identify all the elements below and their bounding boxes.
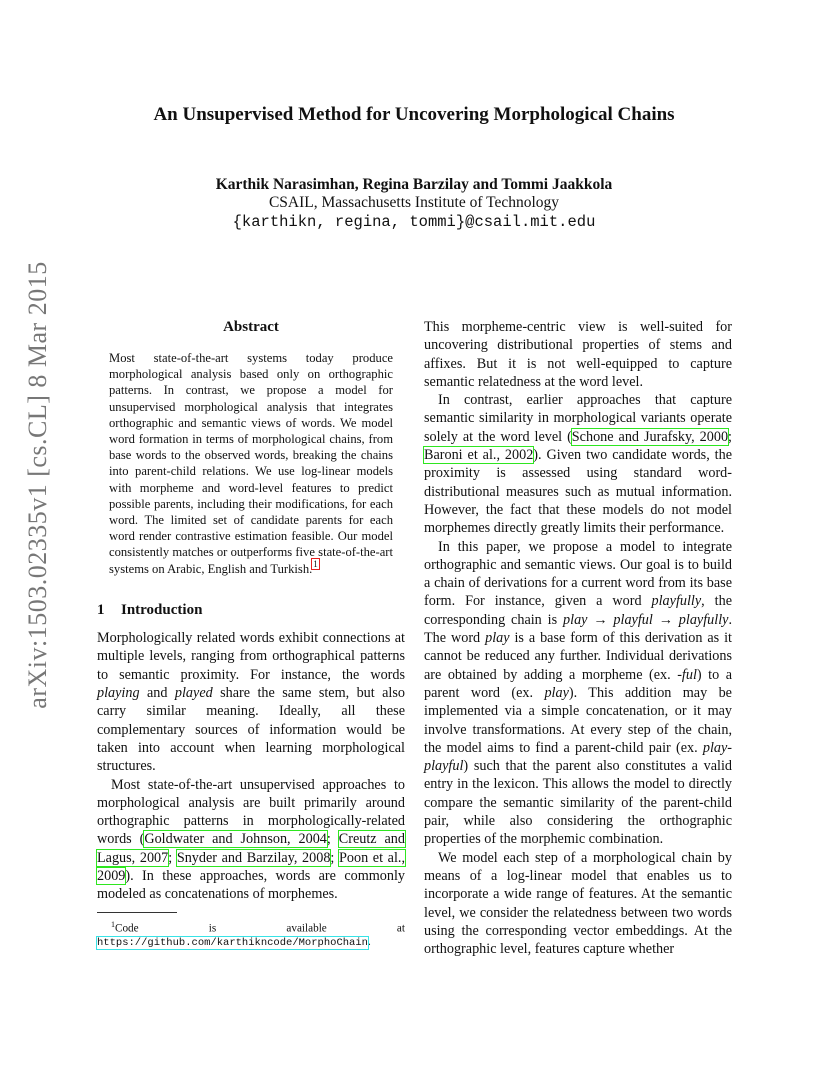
paper-title: An Unsupervised Method for Uncovering Morphological Chains bbox=[153, 104, 675, 125]
example-word: playing bbox=[97, 685, 140, 702]
text-run: is a base form of this derivation as it cannot be reduced any further. Individual derivations are obtained by adding a morpheme (ex. bbox=[424, 630, 733, 683]
text-run: ; bbox=[326, 831, 339, 848]
footnote-ref-link[interactable]: 1 bbox=[313, 559, 318, 570]
arxiv-identifier-text: arXiv:1503.02335v1 [cs.CL] 8 Mar 2015 bbox=[23, 261, 52, 709]
abstract-heading: Abstract bbox=[223, 319, 279, 335]
citation-link[interactable]: Creutz and Lagus, 2007 bbox=[97, 831, 405, 866]
right-paragraph-4: We model each step of a morphological chain by means of a log-linear model that enables us to incorporate a wide range of features. At the semantic level, we consider the relatedness between two words using the corresponding vector embeddings. At the orthographic level, features capture whether bbox=[424, 849, 732, 958]
text-run: ). This addition may be implemented via a simple concatenation, or it may involve transformations. At every step of the chain, the model aims to find a parent-child pair (ex. bbox=[424, 684, 732, 756]
text-run: share the same stem, but also carry similar meaning. Ideally, all these complementary sources of information would be taken into account when learning morphological structures. bbox=[97, 685, 405, 775]
text-run: ). In these approaches, words are commonly modeled as concatenations of morphemes. bbox=[97, 868, 405, 903]
text-run: Most state-of-the-art unsupervised approaches to morphological analysis are built primarily around orthographic patterns in morphologically-related words ( bbox=[97, 776, 405, 848]
text-run: ) such that the parent also constitutes a valid entry in the lexicon. This allows the model to directly compare the semantic similarity of the parent-child pair, while also considering the orthographic properties of the morphemic combination. bbox=[424, 758, 732, 848]
text-run: ; bbox=[330, 849, 339, 866]
section-title: Introduction bbox=[121, 601, 203, 618]
example-morpheme: -ful bbox=[677, 666, 697, 683]
left-column bbox=[97, 318, 405, 950]
section-number: 1 bbox=[97, 601, 105, 618]
footnote bbox=[97, 918, 405, 951]
right-paragraph-1: This morpheme-centric view is well-suited for uncovering distributional properties of stems and affixes. But it is not well-equipped to capture semantic relatedness at the word level. bbox=[424, 319, 732, 390]
right-paragraph-3 bbox=[424, 538, 732, 849]
arxiv-identifier bbox=[16, 261, 60, 709]
example-pair: play-playful bbox=[424, 739, 732, 775]
text-run: . The word bbox=[424, 611, 732, 647]
footnote-divider bbox=[97, 912, 177, 913]
intro-paragraph-1 bbox=[97, 629, 405, 775]
example-chain: play → playful → playfully bbox=[563, 611, 729, 628]
author-emails: {karthikn, regina, tommi}@csail.mit.edu bbox=[232, 213, 596, 231]
footnote-mark: 1 bbox=[111, 919, 115, 929]
code-url-link[interactable]: https://github.com/karthikncode/MorphoChain bbox=[97, 937, 368, 950]
text-run: ) to a parent word (ex. bbox=[424, 666, 732, 701]
right-column bbox=[424, 318, 732, 958]
text-run: ). Given two candidate words, the proximity is assessed using standard word-distributional measures such as mutual information. However, the fact that these models do not model morphemes directly greatly limits their performance. bbox=[424, 447, 732, 537]
right-paragraph-2 bbox=[424, 391, 732, 537]
citation-link[interactable]: Schone and Jurafsky, 2000 bbox=[571, 428, 729, 445]
text-run: In this paper, we propose a model to integrate orthographic and semantic views. Our goal is to build a chain of derivations for a current word from its base form. For instance, given a word bbox=[424, 538, 732, 610]
citation-link[interactable]: Poon et al., 2009 bbox=[97, 849, 405, 884]
example-word: played bbox=[174, 685, 213, 702]
text-run: ; bbox=[728, 428, 732, 445]
text-run: ; bbox=[168, 849, 177, 866]
citation-link[interactable]: Snyder and Barzilay, 2008 bbox=[176, 849, 331, 866]
citation-link[interactable]: Baroni et al., 2002 bbox=[424, 447, 534, 464]
text-run: and bbox=[139, 685, 175, 702]
text-run: . bbox=[367, 936, 371, 949]
abstract-body bbox=[109, 350, 393, 577]
example-word: play bbox=[544, 684, 569, 701]
footnote-text: Code is available at bbox=[115, 922, 405, 935]
section-heading-introduction bbox=[97, 601, 405, 619]
author-list: Karthik Narasimhan, Regina Barzilay and Tommi Jaakkola bbox=[215, 176, 613, 193]
example-word: play bbox=[485, 630, 510, 647]
abstract-text: Most state-of-the-art systems today produce morphological analysis based only on orthographic patterns. In contrast, we propose a model for unsupervised morphological analysis that integrates orthographic and semantic views of words. We model word formation in terms of morphological chains, from base words to the observed words, breaking the chains into parent-child relations. We use log-linear models with morpheme and word-level features to predict possible parents, including their modifications, for each word. The limited set of candidate parents for each word render contrastive estimation feasible. Our model consistently matches or outperforms five state-of-the-art systems on Arabic, English and Turkish. bbox=[109, 351, 393, 576]
text-run: Morphologically related words exhibit connections at multiple levels, ranging from orthographical patterns to semantic proximity. For instance, the words bbox=[97, 630, 405, 683]
text-run: , the corresponding chain is bbox=[424, 593, 732, 628]
intro-paragraph-2 bbox=[97, 776, 405, 904]
example-word: playfully bbox=[651, 593, 702, 610]
affiliation: CSAIL, Massachusetts Institute of Technology bbox=[268, 194, 560, 211]
text-run: In contrast, earlier approaches that capture semantic similarity in morphological variants operate solely at the word level ( bbox=[424, 392, 732, 445]
citation-link[interactable]: Goldwater and Johnson, 2004 bbox=[144, 831, 327, 848]
